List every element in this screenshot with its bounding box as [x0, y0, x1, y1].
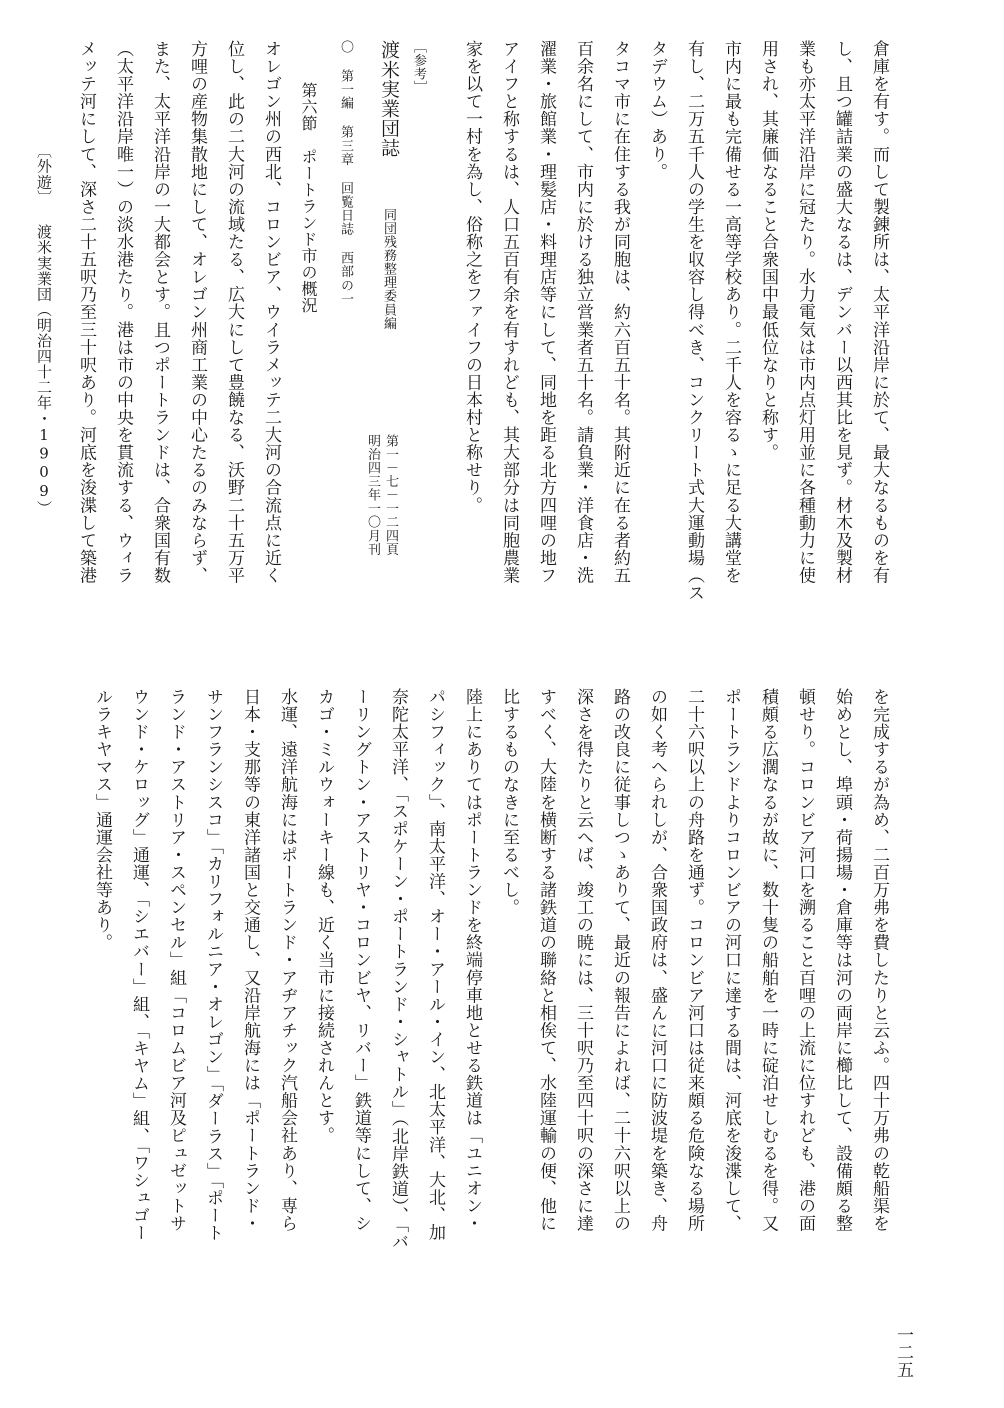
book-title: 渡米実業団誌: [378, 40, 400, 158]
text-line: 市内に最も完備せる一高等学校あり。二千人を容るゝに足る大講堂を: [721, 40, 741, 585]
publication-date-note: 明治四三年一〇月刊: [365, 434, 380, 556]
text-line: を完成するが為め、二百万弗を費したりと云ふ。四十万弗の乾船渠を: [869, 688, 889, 1233]
text-line: ルラキヤマス」通運会社等あり。: [92, 688, 112, 952]
text-line: また、太平洋沿岸の一大都会とす。且つポートランドは、合衆国有数: [150, 40, 170, 585]
text-line: 比するものなきに至るべし。: [499, 688, 519, 917]
text-line: 方哩の産物集散地にして、オレゴン州商工業の中心たるのみならず、: [187, 40, 207, 585]
page-range-note: 第一－七－一二四頁: [383, 434, 398, 556]
text-line: 積頗る広濶なるが故に、数十隻の船舶を一時に碇泊せしむるを得。又: [758, 688, 778, 1233]
text-line: し、且つ罐詰業の盛大なるは、デンバー以西其比を見ず。材木及製材: [832, 40, 852, 585]
text-line: 百余名にして、市内に於ける独立営業者五十名。請負業・洋食店・洗: [573, 40, 593, 585]
text-line: 業も亦太平洋沿岸に冠たり。水力電気は市内点灯用並に各種動力に使: [795, 40, 815, 585]
text-line: サンフランシスコ」「カリフォルニア・オレゴン」「ダーラス」「ポート: [203, 688, 223, 1242]
text-line: 日本・支那等の東洋諸国と交通し、又沿岸航海には「ポートランド・: [240, 688, 260, 1233]
text-line: アイフと称するは、人口五百有余を有すれども、其大部分は同胞農業: [499, 40, 519, 585]
text-line: 濯業・旅館業・理髪店・料理店等にして、同地を距る北方四哩の地フ: [536, 40, 556, 585]
text-line: 有し、二万五千人の学生を収容し得べき、コンクリート式大運動場（ス: [684, 40, 704, 602]
section-heading: 第六節 ポートランド市の概況: [299, 82, 318, 314]
text-line: ーリングトン・アストリヤ・コロンビヤ、リバー」鉄道等にして、シ: [351, 688, 371, 1233]
text-line: ランド・アストリア・スペンセル」組「コロムビア河及ピュゼットサ: [166, 688, 186, 1233]
text-line: 家を以て一村を為し、俗称之をファイフの日本村と称せり。: [462, 40, 482, 514]
page-number: 一二五: [893, 1326, 913, 1379]
text-line: パシフィック」、南太平洋、オー・アール・イン、北太平洋、大北、加: [425, 688, 445, 1242]
text-line: カゴ・ミルウォーキー線も、近く当市に接続されんとす。: [314, 688, 334, 1145]
text-line: 倉庫を有す。而して製錬所は、太平洋沿岸に於て、最大なるものを有: [869, 40, 889, 585]
text-line: オレゴン州の西北、コロンビア、ウイラメッテ二大河の合流点に近く: [261, 40, 281, 585]
text-line: （太平洋沿岸唯一）の淡水港たり。港は市の中央を貫流する、ウィラ: [113, 40, 133, 585]
text-line: 始めとし、埠頭・荷揚場・倉庫等は河の両岸に櫛比して、設備頗る整: [832, 688, 852, 1233]
text-line: タデウム）あり。: [647, 40, 667, 181]
text-line: 深さを得たりと云へば、竣工の暁には、三十呎乃至四十呎の深さに達: [573, 688, 593, 1233]
text-line: 水運、遠洋航海にはポートランド・アヂアチック汽船会社あり、専ら: [277, 688, 297, 1233]
text-line: タコマ市に在住する我が同胞は、約六百五十名。其附近に在る者約五: [610, 40, 630, 585]
editor-note: 同団残務整理委員編: [381, 208, 396, 330]
reference-tag: ［参考］: [411, 40, 426, 95]
text-line: 用され、其廉価なること合衆国中最低位なりと称す。: [758, 40, 778, 462]
text-line: 二十六呎以上の舟路を通ず。コロンビア河口は従来頗る危険なる場所: [684, 688, 704, 1233]
text-line: ウンド・ケロッグ」通運、「シエバー」組、「キヤム」組、「ワシュゴー: [129, 688, 149, 1242]
text-line: すべく、大陸を横断する諸鉄道の聯絡と相俟て、水陸運輸の便、他に: [536, 688, 556, 1233]
text-line: 路の改良に従事しつゝありて、最近の報告によれば、二十六呎以上の: [610, 688, 630, 1233]
running-title: 渡米実業団（明治四十二年・1909）: [35, 224, 53, 516]
text-line: 頓せり。コロンビア河口を溯ること百哩の上流に位すれども、港の面: [795, 688, 815, 1233]
text-line: 奈陀太平洋、「スポケーン・ポートランド・シャトル」（北岸鉄道）、「バ: [388, 688, 408, 1251]
chapter-line: 〇 第一編 第三章 回覧日誌 西部の一: [338, 40, 353, 306]
text-line: 陸上にありてはポートランドを終端停車地とせる鉄道は「ユニオン・: [462, 688, 482, 1233]
footer-category: 〔外遊〕: [35, 143, 53, 206]
text-line: メッテ河にして、深さ二十五呎乃至三十呎あり。河底を浚渫して築港: [76, 40, 96, 585]
text-line: 位し、此の二大河の流域たる、広大にして豊饒なる、沃野二十五万平: [224, 40, 244, 585]
text-line: の如く考へられしが、合衆国政府は、盛んに河口に防波堤を築き、舟: [647, 688, 667, 1233]
text-line: ポートランドよりコロンビアの河口に達する間は、河底を浚渫して、: [721, 688, 741, 1233]
